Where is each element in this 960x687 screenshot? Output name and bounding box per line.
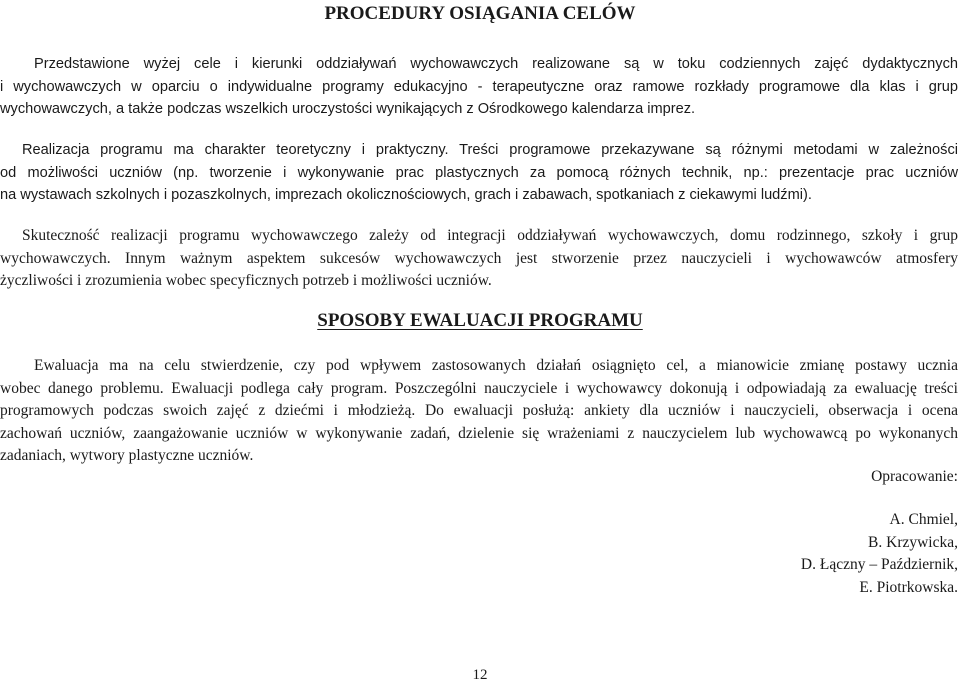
paragraph-line: Skuteczność realizacji programu wychowawczego zależy od integracji oddziaływań wychowawczych, domu rodzinnego, szkoły i grup	[22, 227, 958, 244]
paragraph-evaluation	[0, 355, 958, 468]
author-name: D. Łączny – Październik,	[800, 556, 958, 573]
paragraph-line: na wystawach szkolnych i pozaszkolnych, imprezach okolicznościowych, grach i zabawach, spotkaniach z ciekawymi ludźmi).	[0, 187, 812, 203]
author-name: B. Krzywicka,	[868, 533, 958, 551]
authors-list	[801, 509, 958, 599]
paragraph-line: i wychowawczych w oparciu o indywidualne programy edukacyjno - terapeutyczne oraz ramowe rozkłady programowe dla klas i grup	[0, 78, 958, 95]
author-name: E. Piotrkowska.	[859, 578, 958, 596]
paragraph-line: zadaniach, wytwory plastyczne uczniów.	[0, 447, 254, 464]
paragraph-line: życzliwości i zrozumienia wobec specyficznych potrzeb i możliwości uczniów.	[0, 272, 492, 289]
paragraph-line: wychowawczych. Innym ważnym aspektem sukcesów wychowawczych jest stworzenie przez nauczycieli i wychowawców atmosfery	[0, 249, 958, 267]
paragraph-goals-intro	[0, 53, 958, 121]
paragraph-line: od możliwości uczniów (np. tworzenie i wykonywanie prac plastycznych za pomocą różnych technik, np.: prezentacje prac uczniów	[0, 164, 958, 181]
paragraph-line: wychowawczych, a także podczas wszelkich uroczystości wynikających z Ośrodkowego kalendarza imprez.	[0, 101, 696, 117]
paragraph-line: zachowań uczniów, zaangażowanie uczniów w wykonywanie zadań, dzielenie się wrażeniami z nauczycielem lub wychowawcą po wykonanych	[0, 424, 958, 442]
paragraph-line: Realizacja programu ma charakter teoretyczny i praktyczny. Treści programowe przekazywane są różnymi metodami w zależności	[22, 142, 958, 158]
prepared-by-label: Opracowanie:	[871, 468, 958, 485]
paragraph-line: Przedstawione wyżej cele i kierunki oddziaływań wychowawczych realizowane są w toku codziennych zajęć dydaktycznych	[34, 56, 958, 72]
section-heading-evaluation: SPOSOBY EWALUACJI PROGRAMU	[317, 310, 643, 331]
paragraph-effectiveness	[0, 225, 958, 293]
paragraph-realization	[0, 139, 958, 207]
paragraph-line: programowych podczas swoich zajęć z dziećmi i młodzieżą. Do ewaluacji posłużą: ankiety dla uczniów i nauczycieli, obserwacja i ocena	[0, 402, 958, 419]
paragraph-line: Ewaluacja ma na celu stwierdzenie, czy pod wpływem zastosowanych działań osiągnięto cel, a mianowicie zmianę postawy ucznia	[34, 357, 958, 374]
author-name: A. Chmiel,	[889, 511, 958, 528]
page-number: 12	[472, 667, 488, 683]
paragraph-line: wobec danego problemu. Ewaluacji podlega cały program. Poszczególni nauczyciele i wychowawcy dokonują i odpowiadają za ewaluację treści	[0, 379, 958, 397]
section-heading-goals: PROCEDURY OSIĄGANIA CELÓW	[324, 3, 636, 24]
